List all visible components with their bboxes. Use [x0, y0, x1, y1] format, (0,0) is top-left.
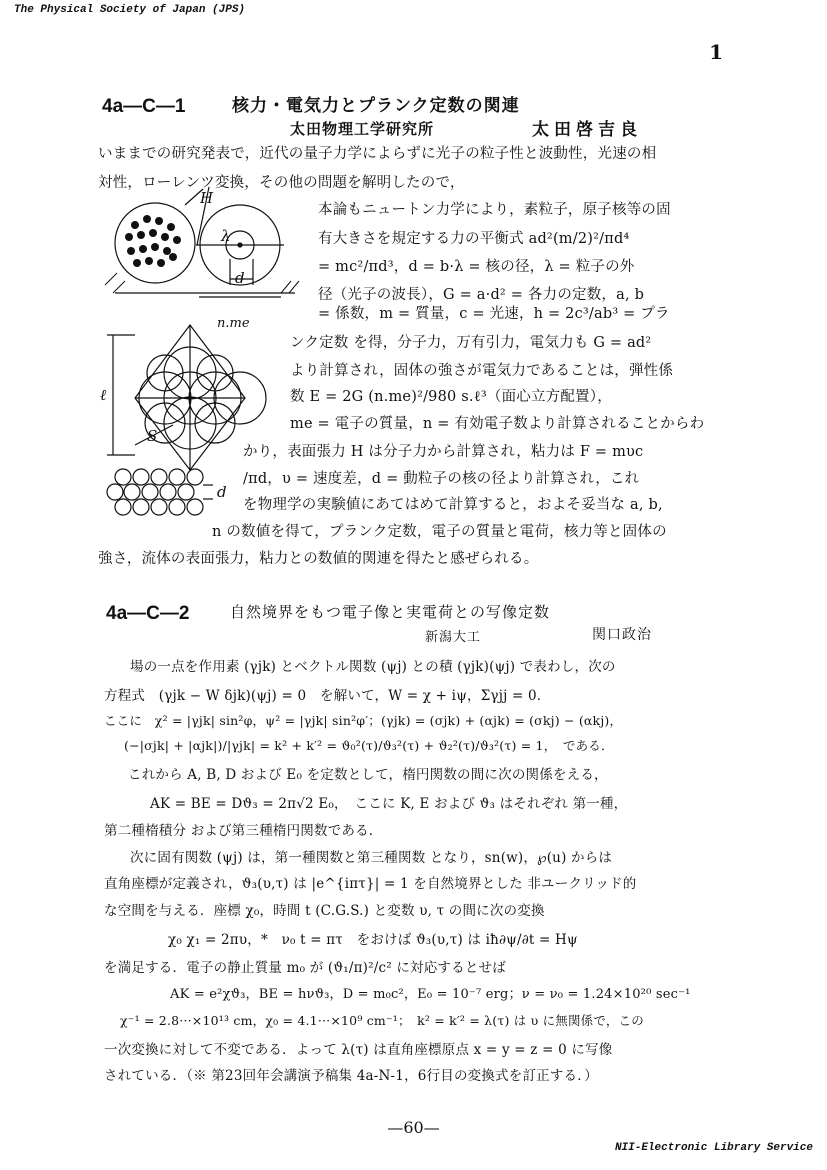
library-footer: NII-Electronic Library Service — [614, 1142, 813, 1154]
abstract-2-number: 4a—C—2 — [106, 603, 190, 624]
abstract-2-line-9: 直角座標が定義され，ϑ₃(υ,τ) は |e^{iπτ}| = 1 を自然境界とした 非ユークリッド的 — [104, 876, 637, 892]
abstract-1-line-3: 本論もニュートン力学により，素粒子，原子核等の固 — [318, 202, 671, 218]
page-mark: 1 — [709, 40, 723, 64]
society-header: The Physical Society of Japan (JPS) — [14, 4, 246, 16]
abstract-2-line-1: 場の一点を作用素 (γjk) とベクトル関数 (ψj) との積 (γjk)(ψj) で表わし，次の — [130, 659, 616, 675]
abstract-2-author: 関口政治 — [592, 627, 652, 643]
abstract-1-author: 太田啓吉良 — [532, 120, 642, 140]
abstract-2-line-12: を満足する．電子の静止質量 m₀ が (ϑ₁/π)²/c² に対応するとせば — [104, 960, 506, 976]
abstract-2-line-3: ここに χ² = |γjk| sin²φ，ψ² = |γjk| sin²φ′；(γjk) = (σjk) + (αjk) = (σkj) − (αkj)， — [104, 713, 623, 728]
abstract-1-title: 核力・電気力とプランク定数の関連 — [232, 96, 520, 116]
abstract-2-title: 自然境界をもつ電子像と実電荷との写像定数 — [230, 603, 551, 621]
abstract-2-affiliation: 新潟大工 — [425, 630, 482, 645]
fig-label-d2: d — [217, 483, 227, 501]
abstract-2-line-11: χ₀ χ₁ = 2πυ，* ν₀ t = πτ をおけば ϑ₃(υ,τ) は iħ∂ψ/∂t = Hψ — [168, 932, 578, 948]
fig-label-h: H — [200, 189, 214, 207]
page-number: —60— — [387, 1118, 440, 1137]
abstract-1-line-4: 有大きさを規定する力の平衡式 ad²(m/2)²/πd⁴ — [318, 231, 630, 247]
abstract-1-line-10: 数 E = 2G (n.me)²/980 s.ℓ³（面心立方配置）， — [290, 389, 612, 405]
fig-label-d: d — [235, 269, 245, 287]
abstract-1-line-12: かり，表面張力 H は分子力から計算され，粘力は F = mυc — [243, 444, 644, 460]
fig-label-s: S — [147, 427, 158, 445]
abstract-1-line-9: より計算され，固体の強さが電気力であることは，弾性係 — [290, 363, 674, 379]
abstract-1-line-8: ンク定数 を得，分子力，万有引力，電気力も G = ad² — [290, 335, 652, 351]
abstract-2-line-16: されている．（※ 第23回年会講演予稿集 4a-N-1，6行目の変換式を訂正する．） — [104, 1068, 598, 1084]
fig-label-l: ℓ — [100, 386, 107, 404]
abstract-1-line-6: 径（光子の波長），G = a·d² = 各力の定数，a, b — [318, 287, 645, 303]
abstract-2-line-4: (−|σjk| + |αjk|)/|γjk| = k² + k′² = ϑ₀²(τ)/ϑ₃²(τ) + ϑ₂²(τ)/ϑ₃²(τ) = 1， である． — [124, 738, 614, 753]
abstract-1-figure — [95, 185, 310, 525]
abstract-2-line-2: 方程式 (γjk − W δjk)(ψj) = 0 を解いて，W = χ + iψ，Σγjj = 0． — [104, 688, 551, 704]
abstract-1-line-1: いままでの研究発表で，近代の量子力学によらずに光子の粒子性と波動性，光速の相 — [98, 146, 657, 162]
abstract-1-line-14: を物理学の実験値にあてはめて計算すると，およそ妥当な a, b, — [243, 497, 663, 513]
abstract-1-affiliation: 太田物理工学研究所 — [290, 120, 435, 138]
abstract-1-line-11: me = 電子の質量，n = 有効電子数より計算されることからわ — [290, 416, 705, 432]
fig-label-nme: n.me — [217, 316, 250, 331]
abstract-1-line-2: 対性，ローレンツ変換，その他の問題を解明したので， — [98, 175, 465, 191]
abstract-1-line-16: 強さ，流体の表面張力，粘力との数値的関連を得たと感ぜられる。 — [98, 551, 539, 567]
fig-label-lambda: λ — [221, 227, 231, 245]
abstract-2-line-15: 一次変換に対して不変である．よって λ(τ) は直角座標原点 x = y = z = 0 に写像 — [104, 1042, 613, 1058]
abstract-2-line-13: AK = e²χϑ₃，BE = hνϑ₃，D = m₀c²，E₀ = 10⁻⁷ erg；ν = ν₀ = 1.24×10²⁰ sec⁻¹ — [170, 987, 691, 1002]
abstract-2-line-14: χ⁻¹ = 2.8···×10¹³ cm，χ₀ = 4.1···×10⁹ cm⁻¹； k² = k′² = λ(τ) は υ に無関係で，この — [120, 1013, 644, 1028]
abstract-1-line-15: n の数値を得て，プランク定数，電子の質量と電荷，核力等と固体の — [212, 524, 667, 540]
abstract-2-line-10: な空間を与える．座標 χ₀，時間 t (C.G.S.) と変数 υ, τ の間に次の変換 — [104, 903, 545, 919]
abstract-1-line-5: = mc²/πd³，d = b·λ = 核の径，λ = 粒子の外 — [318, 259, 635, 275]
abstract-2-line-6: AK = BE = Dϑ₃ = 2π√2 E₀， ここに K, E および ϑ₃ はそれぞれ 第一種， — [150, 796, 628, 812]
abstract-2-line-8: 次に固有関数 (ψj) は，第一種関数と第三種関数 となり，sn(w)，℘(u) からは — [130, 850, 613, 866]
abstract-2-line-7: 第二種楕積分 および第三種楕円関数である． — [104, 823, 383, 839]
abstract-2-line-5: これから A, B, D および E₀ を定数として，楕円関数の間に次の関係をえる， — [128, 767, 608, 783]
abstract-1-line-7: = 係数，m = 質量，c = 光速，h = 2c³/ab³ = プラ — [318, 306, 670, 322]
abstract-1-line-13: /πd，υ = 速度差，d = 動粒子の核の径より計算され，これ — [243, 471, 640, 487]
abstract-1-number: 4a—C—1 — [102, 96, 186, 117]
